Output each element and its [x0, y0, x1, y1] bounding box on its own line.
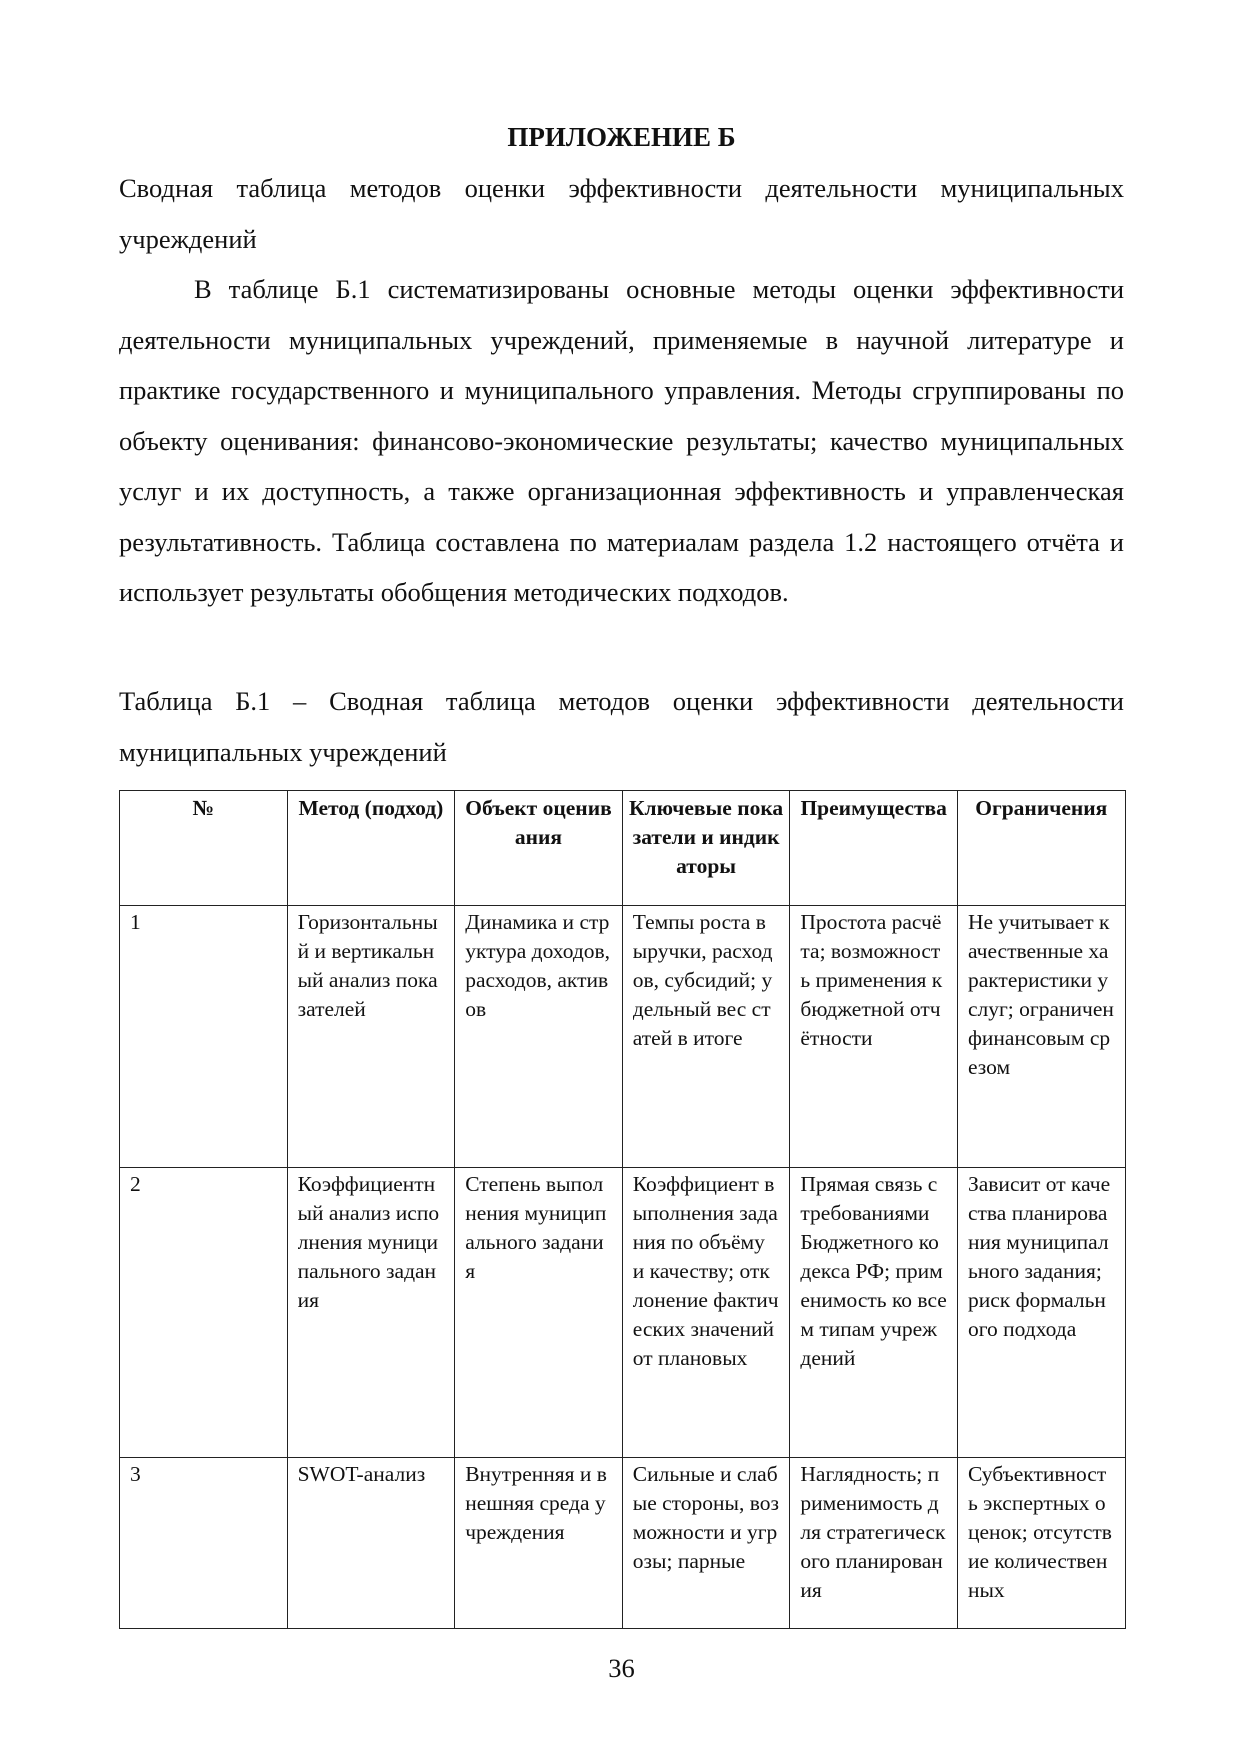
- cell-text: Субъективность экспертных оценок; отсутствие количественных: [967, 1462, 1112, 1602]
- cell-method: [287, 1168, 455, 1458]
- table-row: [120, 1458, 1126, 1629]
- cell-method: [287, 906, 455, 1168]
- cell-text: Сильные и слабые стороны, возможности и угрозы; парные: [632, 1462, 779, 1573]
- cell-text: Степень выполнения муниципального задания: [465, 1172, 607, 1283]
- cell-number: [120, 1168, 288, 1458]
- cell-number: [120, 1458, 288, 1629]
- cell-indicators: [622, 906, 790, 1168]
- cell-number: [120, 906, 288, 1168]
- cell-advantages: [790, 906, 958, 1168]
- table-header-row: [120, 791, 1126, 906]
- document-page: [119, 0, 1124, 1754]
- cell-object: [455, 1168, 623, 1458]
- cell-text: Коэффициентный анализ исполнения муниципального задания: [297, 1172, 440, 1312]
- methods-table: [119, 790, 1126, 1629]
- cell-text: Наглядность; применимость для стратегического планирования: [800, 1462, 946, 1602]
- cell-advantages: [790, 1458, 958, 1629]
- cell-text: 1: [130, 910, 141, 934]
- header-object: Объект оценивания: [455, 791, 623, 906]
- cell-limitations: [957, 1168, 1125, 1458]
- cell-limitations: [957, 1458, 1125, 1629]
- cell-text: SWOT-анализ: [297, 1462, 426, 1486]
- cell-text: Динамика и структура доходов, расходов, активов: [465, 910, 611, 1021]
- cell-text: Коэффициент выполнения задания по объёму и качеству; отклонение фактических значений от плановых: [632, 1172, 779, 1370]
- table-row: [120, 1168, 1126, 1458]
- appendix-subtitle: Сводная таблица методов оценки эффективности деятельности муниципальных учреждений: [119, 173, 1124, 254]
- cell-object: [455, 1458, 623, 1629]
- cell-text: Горизонтальный и вертикальный анализ показателей: [297, 910, 438, 1021]
- page-number: 36: [608, 1653, 635, 1683]
- cell-method: [287, 1458, 455, 1629]
- cell-object: [455, 906, 623, 1168]
- table-caption: Таблица Б.1 – Сводная таблица методов оценки эффективности деятельности муниципальных учреждений: [119, 686, 1124, 767]
- cell-text: 3: [130, 1462, 141, 1486]
- header-method: Метод (подход): [287, 791, 455, 906]
- header-advantages: Преимущества: [790, 791, 958, 906]
- cell-text: 2: [130, 1172, 141, 1196]
- header-limitations: Ограничения: [957, 791, 1125, 906]
- cell-text: Внутренняя и внешняя среда учреждения: [465, 1462, 607, 1544]
- intro-paragraph: В таблице Б.1 систематизированы основные методы оценки эффективности деятельности муниципальных учреждений, применяемые в научной литературе и практике государственного и муниципального управления. Методы сгруппированы по объекту оценивания: финансово-экономические результаты; качество муниципальных услуг и их доступность, а также организационная эффективность и управленческая результативность. Таблица составлена по материалам раздела 1.2 настоящего отчёта и использует результаты обобщения методических подходов.: [119, 274, 1124, 607]
- cell-advantages: [790, 1168, 958, 1458]
- cell-text: Прямая связь с требованиями Бюджетного кодекса РФ; применимость ко всем типам учреждений: [800, 1172, 947, 1370]
- table-header: [120, 791, 1126, 906]
- header-number: №: [120, 791, 288, 906]
- appendix-title: ПРИЛОЖЕНИЕ Б: [507, 122, 736, 152]
- cell-indicators: [622, 1168, 790, 1458]
- header-indicators: Ключевые показатели и индикаторы: [622, 791, 790, 906]
- cell-indicators: [622, 1458, 790, 1629]
- table-body: [120, 906, 1126, 1629]
- cell-text: Зависит от качества планирования муниципального задания; риск формального подхода: [967, 1172, 1111, 1341]
- cell-text: Темпы роста выручки, расходов, субсидий; удельный вес статей в итоге: [632, 910, 773, 1050]
- cell-text: Простота расчёта; возможность применения к бюджетной отчётности: [800, 910, 943, 1050]
- cell-limitations: [957, 906, 1125, 1168]
- cell-text: Не учитывает качественные характеристики услуг; ограничен финансовым срезом: [967, 910, 1114, 1079]
- table-row: [120, 906, 1126, 1168]
